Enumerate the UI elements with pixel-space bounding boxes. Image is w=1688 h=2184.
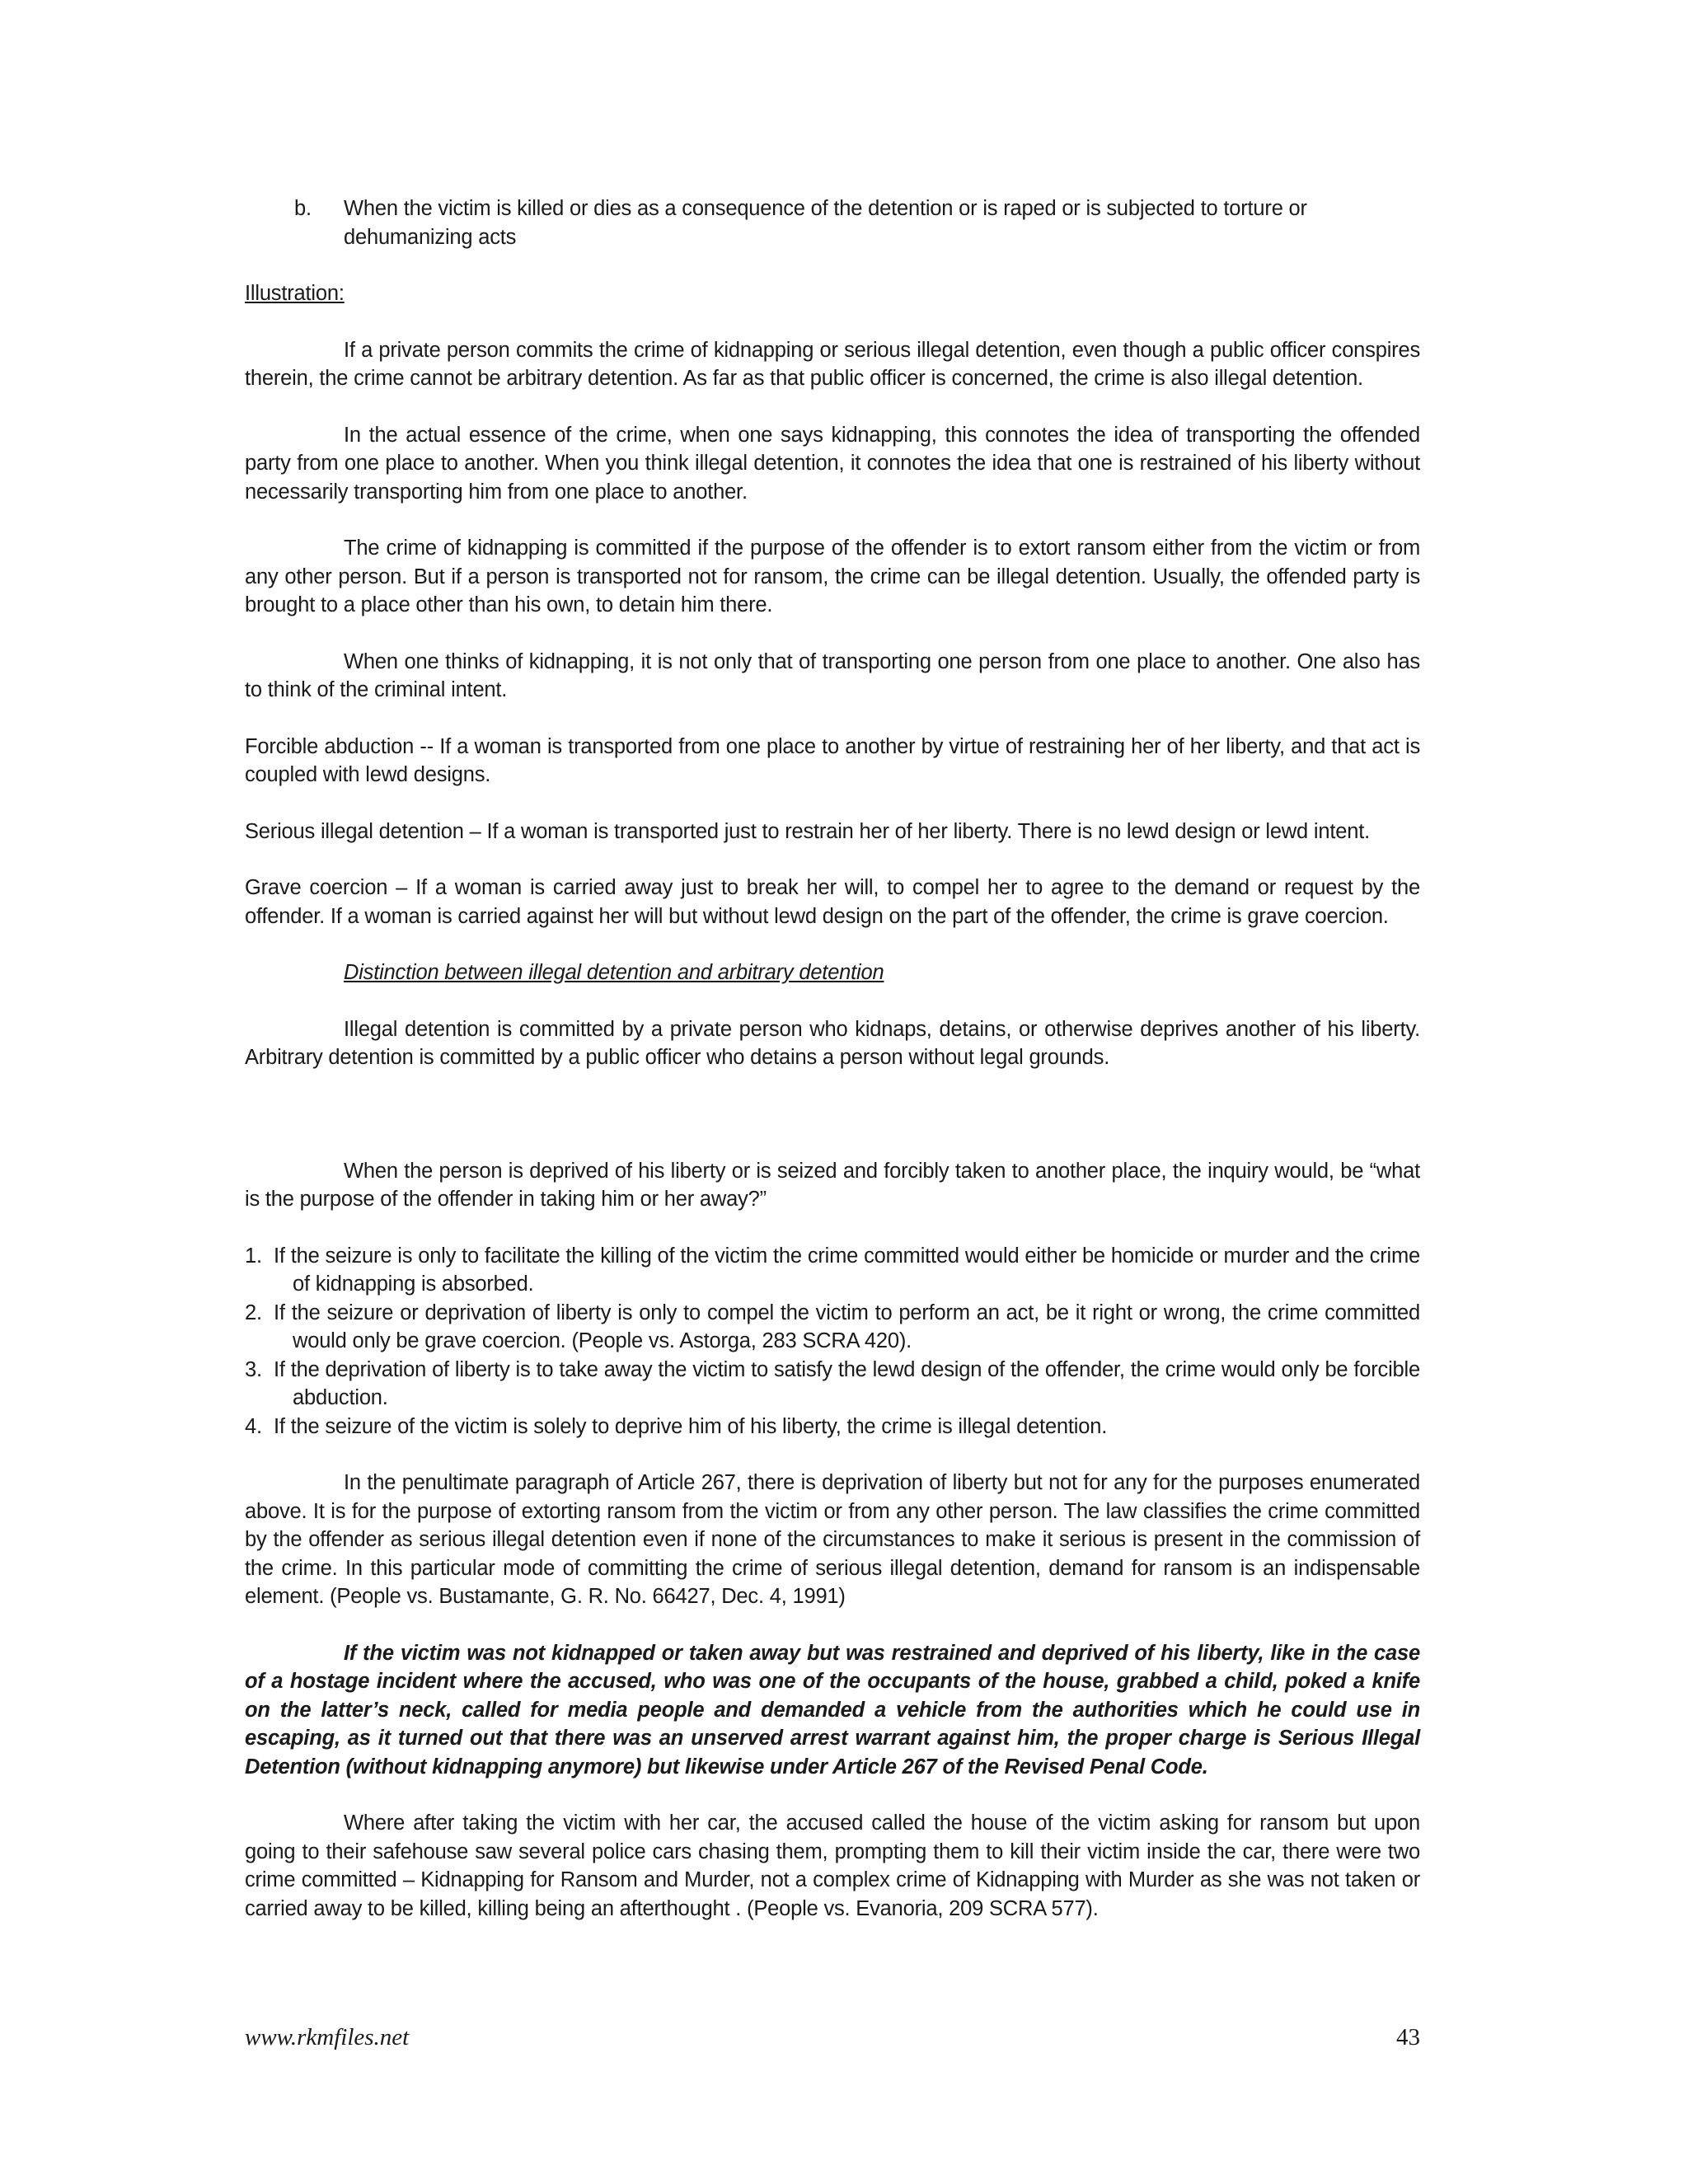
list-item xyxy=(245,1356,1420,1413)
list-item xyxy=(245,1242,1420,1299)
page-number: 43 xyxy=(1396,2024,1420,2050)
list-item-b xyxy=(245,194,1420,251)
paragraph: If a private person commits the crime of kidnapping or serious illegal detention, even though a public officer conspires therein, the crime cannot be arbitrary detention. As far as that public officer is concerned, the crime is also illegal detention. xyxy=(245,338,1420,390)
list-marker: b. xyxy=(294,197,312,220)
definition-serious-illegal-detention: Serious illegal detention – If a woman is transported just to restrain her of her liberty. There is no lewd design or lewd intent. xyxy=(245,819,1370,843)
list-item xyxy=(245,1299,1420,1356)
footer-website: www.rkmfiles.net xyxy=(245,2024,410,2050)
list-number: 3. xyxy=(245,1357,262,1381)
paragraph: The crime of kidnapping is committed if the purpose of the offender is to extort ransom either from the victim or from any other person. But if a person is transported not for ransom, the crime can be illegal detention. Usually, the offended party is brought to a place other than his own, to detain him there. xyxy=(245,537,1420,616)
paragraph: In the actual essence of the crime, when one says kidnapping, this connotes the idea of transporting the offended party from one place to another. When you think illegal detention, it connotes the idea that one is restrained of his liberty without necessarily transporting him from one place to another. xyxy=(245,423,1420,504)
list-item-text: If the seizure is only to facilitate the killing of the victim the crime committed would either be homicide or murder and the crime of kidnapping is absorbed. xyxy=(274,1244,1420,1296)
inquiry-paragraph: When the person is deprived of his liberty or is seized and forcibly taken to another place, the inquiry would, be “what is the purpose of the offender in taking him or her away?” xyxy=(245,1159,1420,1211)
evanoria-paragraph: Where after taking the victim with her car, the accused called the house of the victim asking for ransom but upon going to their safehouse saw several police cars chasing them, prompting them to kill their victim inside the car, there were two crime committed – Kidnapping for Ransom and Murder, not a complex crime of Kidnapping with Murder as she was not taken or carried away to be killed, killing being an afterthought . (People vs. Evanoria, 209 SCRA 577). xyxy=(245,1811,1420,1920)
distinction-heading: Distinction between illegal detention and arbitrary detention xyxy=(344,961,884,984)
list-item-text: If the deprivation of liberty is to take away the victim to satisfy the lewd design of the offender, the crime would only be forcible abduction. xyxy=(274,1357,1420,1409)
list-item-text: If the seizure of the victim is solely to deprive him of his liberty, the crime is illegal detention. xyxy=(274,1414,1108,1438)
paragraph: When one thinks of kidnapping, it is not only that of transporting one person from one place to another. One also has to think of the criminal intent. xyxy=(245,649,1420,701)
numbered-list xyxy=(245,1242,1420,1441)
illustration-heading: Illustration: xyxy=(245,282,345,305)
definition-forcible-abduction: Forcible abduction -- If a woman is transported from one place to another by virtue of restraining her of her liberty, and that act is coupled with lewd designs. xyxy=(245,734,1420,786)
list-number: 1. xyxy=(245,1244,262,1268)
list-item-text: When the victim is killed or dies as a consequence of the detention or is raped or is subjected to torture or dehumanizing acts xyxy=(344,197,1307,249)
distinction-paragraph: Illegal detention is committed by a private person who kidnaps, detains, or otherwise deprives another of his liberty. Arbitrary detention is committed by a public officer who detains a person without legal grounds. xyxy=(245,1017,1420,1069)
definition-grave-coercion: Grave coercion – If a woman is carried away just to break her will, to compel her to agree to the demand or request by the offender. If a woman is carried against her will but without lewd design on the part of the offender, the crime is grave coercion. xyxy=(245,876,1420,928)
article-267-paragraph: In the penultimate paragraph of Article 267, there is deprivation of liberty but not for any for the purposes enumerated above. It is for the purpose of extorting ransom from the victim or from any other person. The law classifies the crime committed by the offender as serious illegal detention even if none of the circumstances to make it serious is present in the commission of the crime. In this particular mode of committing the crime of serious illegal detention, demand for ransom is an indispensable element. (People vs. Bustamante, G. R. No. 66427, Dec. 4, 1991) xyxy=(245,1471,1420,1608)
hostage-paragraph: If the victim was not kidnapped or taken away but was restrained and deprived of his liberty, like in the case of a hostage incident where the accused, who was one of the occupants of the house, grabbed a child, poked a knife on the latter’s neck, called for media people and demanded a vehicle from the authorities which he could use in escaping, as it turned out that there was an unserved arrest warrant against him, the proper charge is Serious Illegal Detention (without kidnapping anymore) but likewise under Article 267 of the Revised Penal Code. xyxy=(245,1641,1420,1779)
list-item xyxy=(245,1413,1420,1441)
body-text xyxy=(245,194,1420,1923)
list-item-text: If the seizure or deprivation of liberty is only to compel the victim to perform an act, be it right or wrong, the crime committed would only be grave coercion. (People vs. Astorga, 283 SCRA 420). xyxy=(274,1301,1420,1352)
list-number: 2. xyxy=(245,1301,262,1324)
list-number: 4. xyxy=(245,1414,262,1438)
